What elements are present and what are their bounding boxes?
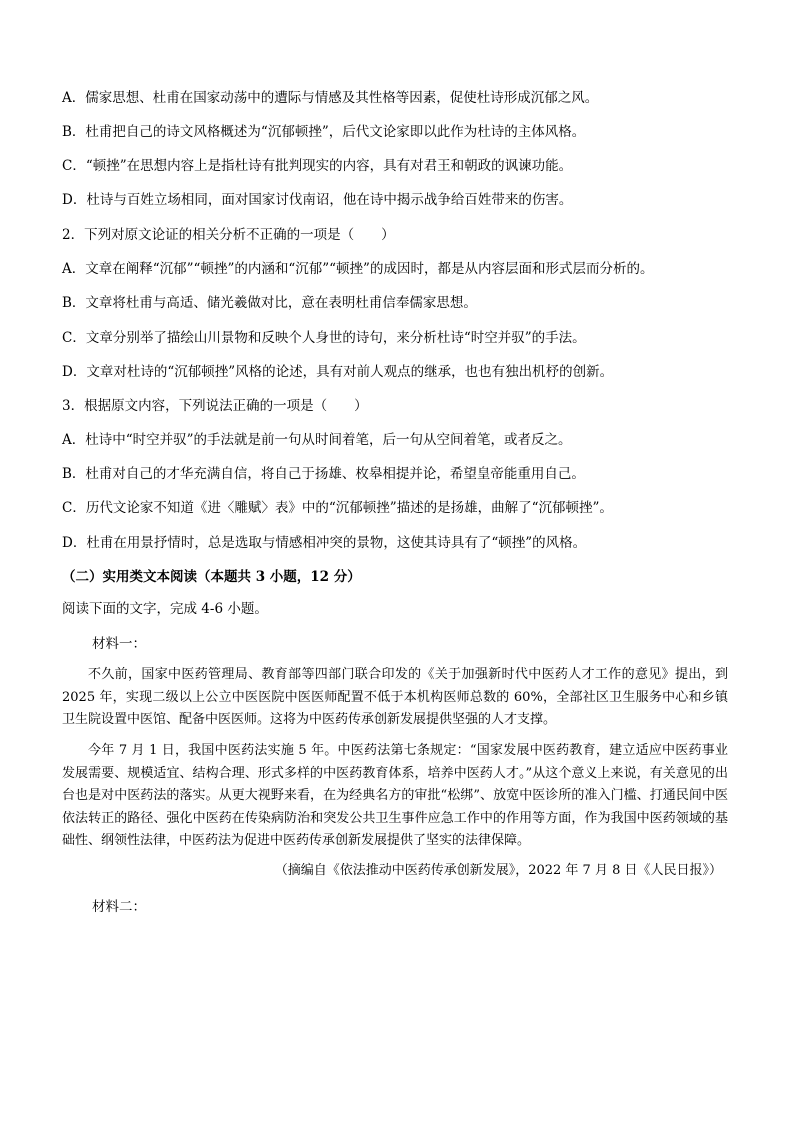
- q3-option-c: C．历代文论家不知道《进〈雕赋〉表》中的“沉郁顿挫”描述的是扬雄，曲解了“沉郁顿挫”。: [62, 500, 613, 516]
- material1-label: 材料一：: [92, 636, 146, 652]
- q1-option-b: B．杜甫把自己的诗文风格概述为“沉郁顿挫”，后代文论家即以此作为杜诗的主体风格。: [62, 124, 586, 140]
- material1-paragraph-1: 不久前，国家中医药管理局、教育部等四部门联合印发的《关于加强新时代中医药人才工作的意见》提出，到 2025 年，实现二级以上公立中医医院中医医师配置不低于本机构医师总数的 60%，全部社区卫生服务中心和乡镇卫生院设置中医馆、配备中医医师。这将为中医药传承创新发展提供坚强的人才支撑。: [62, 667, 728, 727]
- section-instruction: 阅读下面的文字，完成 4-6 小题。: [62, 601, 268, 617]
- material2-label: 材料二：: [92, 899, 146, 915]
- q2-option-c: C．文章分别举了描绘山川景物和反映个人身世的诗句，来分析杜诗“时空并驭”的手法。: [62, 330, 586, 346]
- q2-option-b: B．文章将杜甫与高适、储光羲做对比，意在表明杜甫信奉儒家思想。: [62, 295, 477, 311]
- material1-source: （摘编自《依法推动中医药传承创新发展》，2022 年 7 月 8 日《人民日报》）: [274, 863, 722, 878]
- q2-option-d: D．文章对杜诗的“沉郁顿挫”风格的论述，具有对前人观点的继承，也也有独出机杼的创新。: [62, 364, 614, 380]
- section-title: （二）实用类文本阅读（本题共 3 小题，12 分）: [62, 569, 361, 585]
- q3-option-a: A．杜诗中“时空并驭”的手法就是前一句从时间着笔，后一句从空间着笔，或者反之。: [62, 432, 572, 448]
- q3-option-b: B．杜甫对自己的才华充满自信，将自己于扬雄、枚皋相提并论，希望皇帝能重用自己。: [62, 466, 585, 482]
- q1-option-a: A．儒家思想、杜甫在国家动荡中的遭际与情感及其性格等因素，促使杜诗形成沉郁之风。: [62, 90, 599, 106]
- q3-stem: 3．根据原文内容，下列说法正确的一项是（ ）: [62, 398, 368, 414]
- q2-stem: 2．下列对原文论证的相关分析不正确的一项是（ ）: [62, 227, 395, 243]
- q1-option-d: D．杜诗与百姓立场相同，面对国家讨伐南诏，他在诗中揭示战争给百姓带来的伤害。: [62, 192, 573, 208]
- material1-paragraph-2: 今年 7 月 1 日，我国中医药法实施 5 年。中医药法第七条规定：“国家发展中医药教育，建立适应中医药事业发展需要、规模适宜、结构合理、形式多样的中医药教育体系，培养中医药人才。”从这个意义上来说，有关意见的出台也是对中医药法的落实。从更大视野来看，在为经典名方的审批“松绑”、放宽中医诊所的准入门槛、打通民间中医依法转正的路径、强化中医药在传染病防治和突发公共卫生事件应急工作中的作用等方面，作为我国中医药领域的基础性、纲领性法律，中医药法为促进中医药传承创新发展提供了坚实的法律保障。: [62, 743, 728, 848]
- q2-option-a: A．文章在阐释“沉郁”“顿挫”的内涵和“沉郁”“顿挫”的成因时，都是从内容层面和形式层而分析的。: [62, 261, 654, 277]
- q3-option-d: D．杜甫在用景抒情时，总是选取与情感相冲突的景物，这使其诗具有了“顿挫”的风格。: [62, 535, 587, 551]
- q1-option-c: C．“顿挫”在思想内容上是指杜诗有批判现实的内容，具有对君王和朝政的讽谏功能。: [62, 158, 573, 174]
